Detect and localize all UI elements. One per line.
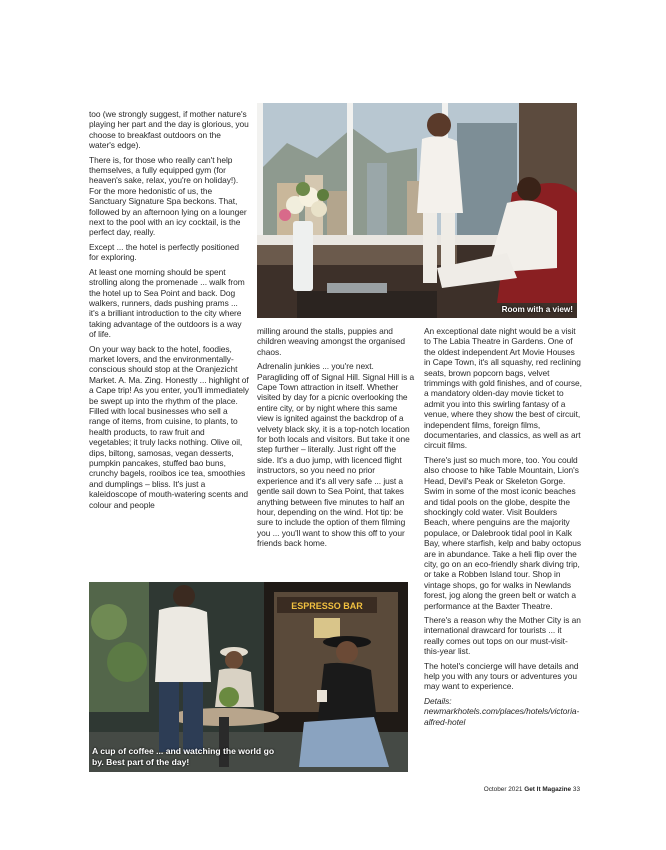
paragraph: On your way back to the hotel, foodies, market lovers, and the environmentally-conscious should stop at the Oranjezicht Market. A. Ma. Zing. Honestly ... highlight of a Cape trip! As you enter, you'll immediately be swept up into the rhythm of the place. Filled with local businesses who sell a range of items, from cuisine, to plants, to health products, to raw fruit and vegetables; it truly lacks nothing. Olive oil, dips, biltong, samosas, vegan desserts, pumpkin pancakes, stuffed bao buns, crunchy bagels, rooibos ice tea, smoothies and dumplings – bliss. It's just a kaleidoscope of mouth-watering scents and colour and people <box>89 343 249 510</box>
paragraph: too (we strongly suggest, if mother nature's playing her part and the day is glorious, you choose to breakfast outdoors on the water's edge). <box>89 109 249 151</box>
paragraph: An exceptional date night would be a visit to The Labia Theatre in Gardens. One of the oldest independent Art Movie Houses in Cape Town, it's all squashy, red reclining seats, brown popcorn bags, velvet trimmings with gold finishes, and of course, a mandatory olden-day movie ticket to admit you into this swirling fantasy of a venue, where they show the best of circuit, independent films, foreign films, documentaries, and classics, as well as art circuit films. <box>424 326 582 451</box>
photo-caption: Room with a view! <box>501 305 573 314</box>
paragraph: milling around the stalls, puppies and children weaving amongst the organised chaos. <box>257 326 406 357</box>
room-scene-illustration <box>257 103 577 318</box>
coffee-scene-illustration <box>89 582 408 772</box>
paragraph: Except ... the hotel is perfectly positioned for exploring. <box>89 241 240 263</box>
magazine-name: Get It Magazine <box>524 786 572 793</box>
espresso-bar-sign: ESPRESSO BAR <box>291 601 363 611</box>
article-column-3 <box>424 326 582 731</box>
paragraph: At least one morning should be spent strolling along the promenade ... walk from the hotel up to Sea Point and back. Dog walkers, runners, dads pushing prams ... it's a brilliant introduction to the city where taking advantage of the outdoors is a way of life. <box>89 266 245 340</box>
coffee-shop-photo <box>89 582 408 772</box>
page-number: 33 <box>572 786 580 793</box>
page-footer <box>470 786 580 793</box>
details-link-text: Details: newmarkhotels.com/places/hotels/victoria-alfred-hotel <box>424 695 580 727</box>
paragraph: The hotel's concierge will have details and help you with any tours or adventures you may want to experience. <box>424 660 579 692</box>
article-column-1 <box>89 109 249 514</box>
paragraph: Adrenalin junkies ... you're next. Paragliding off of Signal Hill. Signal Hill is a Cape Town attraction in itself. Whether visited by day for a picnic overlooking the entire city, or by night where this same view is ignited against the backdrop of a velvety black sky, it is a top-notch location for both locals and visitors. But take it one step further – literally. Just right off the side. It's a duo jump, with licenced flight instructors, so you need no prior experience and it's all very safe ... just a gentle sail down to Sea Point, that takes anything between five minutes to half an hour, depending on the wind. Hot tip: be sure to include the option of them filming you ... you'll want to show this off to your friends back home. <box>257 361 415 549</box>
paragraph: There's just so much more, too. You could also choose to hike Table Mountain, Lion's Head, Devil's Peak or Skeleton Gorge. Swim in some of the most iconic beaches and tidal pools on the globe, despite the shockingly cold water. Visit Boulders Beach, where penguins are the majority populace, or Dalebrook tidal pool in Kalk Bay, where starfish, kelp and baby octopus are in abundance. Take a heli flip over the city, go on an eco-friendly shark diving trip, or take a Robben Island tour. Shop in vintage shops, go for walks in Newlands forest, jog along the green belt or watch a performance at the Baxter Theatre. <box>424 454 581 611</box>
room-with-view-photo <box>257 103 577 318</box>
paragraph: There is, for those who really can't help themselves, a fully equipped gym (for heaven's sake, relax, you're on holiday!). For the more hedonistic of us, the Sanctuary Signature Spa beckons. That, followed by an afternoon lying on a lounger next to the pool with an icy cocktail, is the perfect day, really. <box>89 154 247 238</box>
paragraph: There's a reason why the Mother City is an international drawcard for tourists ... it really comes out tops on our must-visit-this-year list. <box>424 614 581 657</box>
issue-date: October 2021 <box>483 786 523 793</box>
article-column-2 <box>257 326 415 553</box>
photo-caption: A cup of coffee ... and watching the world go by. Best part of the day! <box>92 746 275 767</box>
